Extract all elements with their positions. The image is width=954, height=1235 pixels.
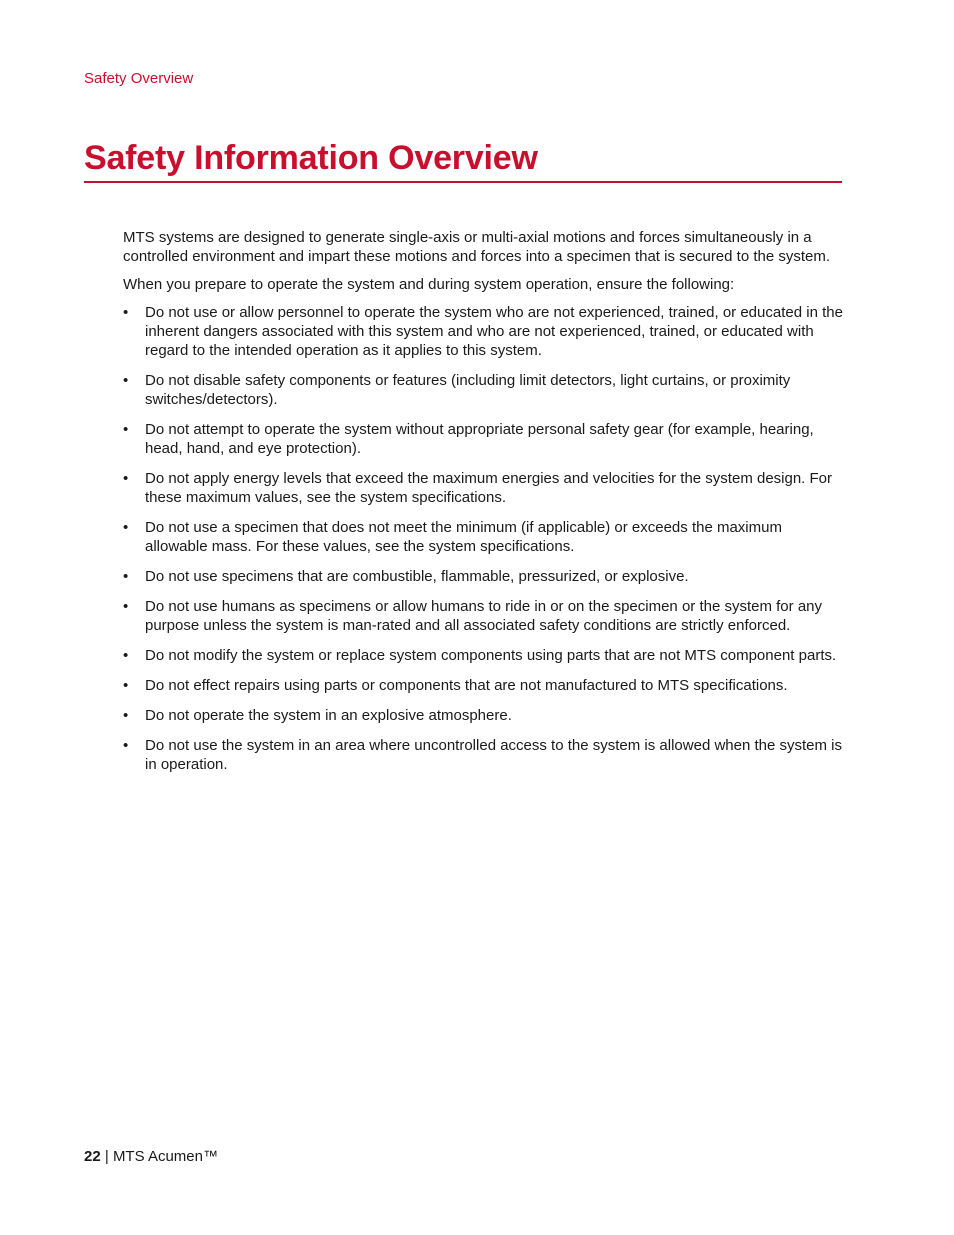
bullet-icon: • bbox=[123, 647, 129, 664]
intro-paragraph: MTS systems are designed to generate single-axis or multi-axial motions and forces simultaneously in a controlled environment and impart these motions and forces into a specimen that is secured to the system. bbox=[123, 229, 831, 265]
bullet-icon: • bbox=[123, 421, 129, 438]
list-item bbox=[123, 371, 845, 409]
list-item bbox=[123, 706, 845, 725]
product-name: MTS Acumen™ bbox=[112, 1148, 218, 1165]
list-item-text: Do not disable safety components or features (including limit detectors, light curtains, or proximity switches/detectors). bbox=[145, 372, 791, 408]
bullet-icon: • bbox=[123, 304, 129, 321]
list-item-text: Do not apply energy levels that exceed the maximum energies and velocities for the system design. For these maximum values, see the system specifications. bbox=[145, 470, 833, 506]
list-item bbox=[123, 567, 845, 586]
bullet-icon: • bbox=[123, 519, 129, 536]
intro-paragraph: When you prepare to operate the system and during system operation, ensure the following: bbox=[123, 276, 735, 293]
list-item bbox=[123, 469, 845, 507]
list-item-text: Do not use the system in an area where uncontrolled access to the system is allowed when the system is in operation. bbox=[145, 737, 843, 773]
body-content bbox=[123, 228, 845, 785]
bullet-icon: • bbox=[123, 568, 129, 585]
bullet-icon: • bbox=[123, 677, 129, 694]
list-item-text: Do not use humans as specimens or allow humans to ride in or on the specimen or the system for any purpose unless the system is man-rated and all associated safety conditions are strictly enforced. bbox=[145, 598, 822, 634]
list-item bbox=[123, 303, 845, 360]
page-number: 22 bbox=[84, 1148, 101, 1165]
list-item bbox=[123, 646, 845, 665]
list-item-text: Do not use specimens that are combustible, flammable, pressurized, or explosive. bbox=[145, 568, 689, 585]
bullet-icon: • bbox=[123, 372, 129, 389]
list-item bbox=[123, 597, 845, 635]
list-item-text: Do not modify the system or replace system components using parts that are not MTS component parts. bbox=[145, 647, 837, 664]
list-item bbox=[123, 518, 845, 556]
page-footer bbox=[84, 1148, 218, 1165]
bullet-icon: • bbox=[123, 737, 129, 754]
title-rule bbox=[84, 181, 842, 183]
list-item-text: Do not use a specimen that does not meet the minimum (if applicable) or exceeds the maximum allowable mass. For these values, see the system specifications. bbox=[145, 519, 782, 555]
bullet-icon: • bbox=[123, 707, 129, 724]
bullet-icon: • bbox=[123, 598, 129, 615]
list-item-text: Do not attempt to operate the system without appropriate personal safety gear (for example, hearing, head, hand, and eye protection). bbox=[145, 421, 814, 457]
list-item-text: Do not operate the system in an explosive atmosphere. bbox=[145, 707, 512, 724]
footer-separator: | bbox=[104, 1148, 109, 1165]
list-item bbox=[123, 736, 845, 774]
list-item-text: Do not effect repairs using parts or components that are not manufactured to MTS specifications. bbox=[145, 677, 788, 694]
running-header: Safety Overview bbox=[84, 70, 194, 87]
bullet-icon: • bbox=[123, 470, 129, 487]
list-item bbox=[123, 420, 845, 458]
page-title: Safety Information Overview bbox=[84, 139, 538, 177]
safety-list bbox=[123, 303, 845, 774]
list-item-text: Do not use or allow personnel to operate the system who are not experienced, trained, or educated in the inherent dangers associated with this system and who are not experienced, trained, or educated with regard to the intended operation as it applies to this system. bbox=[145, 304, 843, 359]
list-item bbox=[123, 676, 845, 695]
